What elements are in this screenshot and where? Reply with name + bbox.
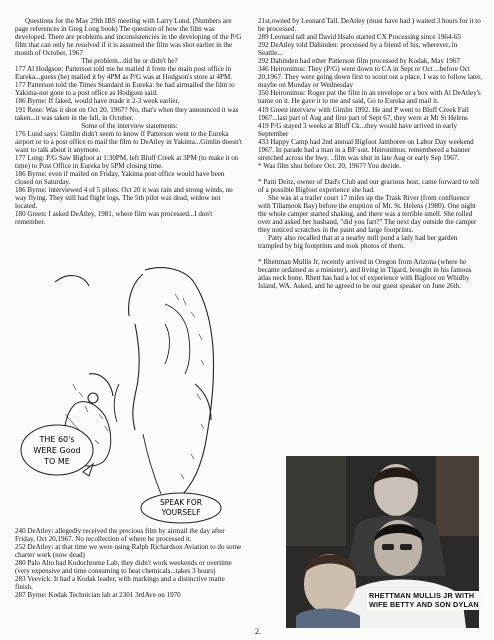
photo-caption: RHETTMAN MULLIS JR WITH WIFE BETTY AND SON DYLAN <box>367 591 483 610</box>
paragraph: * Patti Deitz, owner of Dad's Club and our gracious host, came forward to tell of a possible Bigfoot experience she had. <box>258 177 480 194</box>
paragraph: 292 DeAtley told Dahinden: processed by a friend of his, wherever, in Seattle... <box>258 41 458 58</box>
paragraph: The problem...did he or didn't he? <box>81 57 178 66</box>
paragraph: 176 Lund says: Gimlin didn't seem to know if Patterson went to the Eureka airport or to a post office to mail the film to DeAtley in Yakima...Gimlin doesn't want to talk about it anymore. <box>15 129 242 154</box>
speech-bubble-text-1: THE 60's <box>39 435 75 444</box>
paragraph: * Was film shot before Oct. 20, 1967? You decide. <box>258 161 401 170</box>
page-number: 2. <box>255 627 261 636</box>
paragraph: 433 Happy Camp had 2nd annual Bigfoot Jamboree on Labor Day weekend 1967. In parade had a man in a BF suit. Heironimus. remembered a banner stretched across the hwy. ..film was shot in late Aug or early Sep 1967. <box>258 137 474 162</box>
paragraph: Questions for the May 29th IBS meeting with Larry Lund. (Numbers are page references in Greg Long book) The question of how the film was developed. There are problems and inconsistencies in the developing of the P/G film that can only be resolved if it is assumed the film was shot earlier in the month of October, 1967 <box>15 17 242 58</box>
speech-bubble-text-2: WERE Good <box>33 446 81 455</box>
paragraph: 252 DeAtley: at that time we were using Ralph Richardson Aviation to do some charter work (now dead) <box>15 543 242 560</box>
paragraph: 346 Heironimus: They (P/G) went down to CA in Sept or Oct ...before Oct 20,1967. They were going down first to scout out a place. I was to follow later, maybe on Monday or Wednesday <box>258 65 482 90</box>
paragraph: 283 Veevick: It had a Kodak leader, with markings and a distinctive matte finish. <box>15 575 225 592</box>
paragraph: She was at a trailer court 17 miles up the Trask River (from confluence with Tillamook Bay) before the eruption of Mt. St. Helens (1980). One night the whole camper started shaking, and there was a terrible smell. She rolled over and asked her husband, "did you fart?" The next day outside the camper they noticed scratches in the paint and large footprints. <box>258 193 477 235</box>
paragraph: 177 Al Hodgson: Patterson told me he mailed it from the main post office in Eureka...guess (he) mailed it by 4PM as P/G was at Hodgson's store at 4PM. <box>15 65 233 82</box>
paragraph: 292 Dahinden had other Patterson film processed by Kodak, May 1967 <box>258 57 460 66</box>
paragraph: 21st,owned by Leonard Tall. DeAtley (must have had ) waited 3 hours for it to be processed. <box>258 17 481 34</box>
paragraph: 287 Byrne: Kodak Technician lab at 2301 3rdAve on 1970 <box>15 591 181 600</box>
paragraph: 186 Byrne: If faked, would have made it 2-3 week earlier. <box>15 97 180 106</box>
right-column <box>258 17 483 291</box>
paragraph: Patty also recalled that at a nearby mill pond a lady had her garden trampled by big footprints and took photos of them. <box>258 234 458 251</box>
paragraph: 177 Long: P/G Saw Bigfoot at 1:30PM, left Bluff Creek at 3PM (to make it on time) to Post Office in Eureka by 5PM closing time. <box>15 153 239 170</box>
paragraph: 191 Rene: Was it shot on Oct 20, 1967? No, that's when they announced it was taken...it was taken in the fall, in October. <box>15 105 239 122</box>
paragraph: 289 Leonard tall and David Hsalo started CX Processing since 1964-65 <box>258 33 461 42</box>
paragraph: 177 Patterson told the Times Standard in Eureka: he had airmailed the film to Yakima-not gone to a post office as Hodgson said. <box>15 81 235 98</box>
paragraph: 419 P/G stayed 3 weeks at Bluff Ck...they would have arrived in early September <box>258 121 458 138</box>
paragraph: 350 Heironimus: Roger put the film in an envelope or a box with Al DeAtley's name on it. He gave it to me and said, Go to Eureka and mail it. <box>258 89 481 106</box>
reply-bubble-text-2: YOURSELF <box>161 508 201 517</box>
reply-bubble-text-1: SPEAK FOR <box>160 498 202 507</box>
left-column-bottom <box>15 527 244 599</box>
paragraph: Some of the interview statements: <box>81 121 178 130</box>
bigfoot-cartoon-sketch <box>15 264 244 524</box>
paragraph: 280 Palo Alto had Kodochrome Lab, they didn't work weekends or overtime (very expensive and time consuming to heat chemicals...takes 3 hours) <box>15 559 232 576</box>
paragraph: * Rhettman Mullis Jr, recently arrived in Oregon from Arizona (where he became ordained as a minister), and living in Tigard, brought in his famous atlas neck bone. Rhett has had a lot of experience with Bigfoot on Whidby Island, WA. Asked, and he agreed to be our guest speaker on June 26th. <box>258 258 472 291</box>
paragraph: 180 Green: I asked DeAtley, 1981, where film was processed...I don't remember. <box>15 210 213 227</box>
paragraph: 240 DeAtley: allegedly received the precious film by airmail the day after Friday, Oct 20,1967. No recollection of where he processed it. <box>15 527 225 544</box>
paragraph: 186 Byrne: even if mailed on Friday, Yakima post office would have been closed on Saturday. <box>15 169 225 186</box>
left-column-top <box>15 17 244 226</box>
speech-bubble-text-3: TO ME <box>44 457 70 466</box>
paragraph: 419 Green interview with Gimlin 1992. He and P went to Bluff Creek Fall 1967...last part of Aug and first part of Sept 67, they were at Mt St Helens <box>258 105 469 122</box>
paragraph: 186 Byrne: interviewed 4 of 5 pilots. Oct 20 it was rain and strong winds, no way flying. They still had flight logs. The 5th pilot was dead, widow not located. <box>15 185 233 211</box>
